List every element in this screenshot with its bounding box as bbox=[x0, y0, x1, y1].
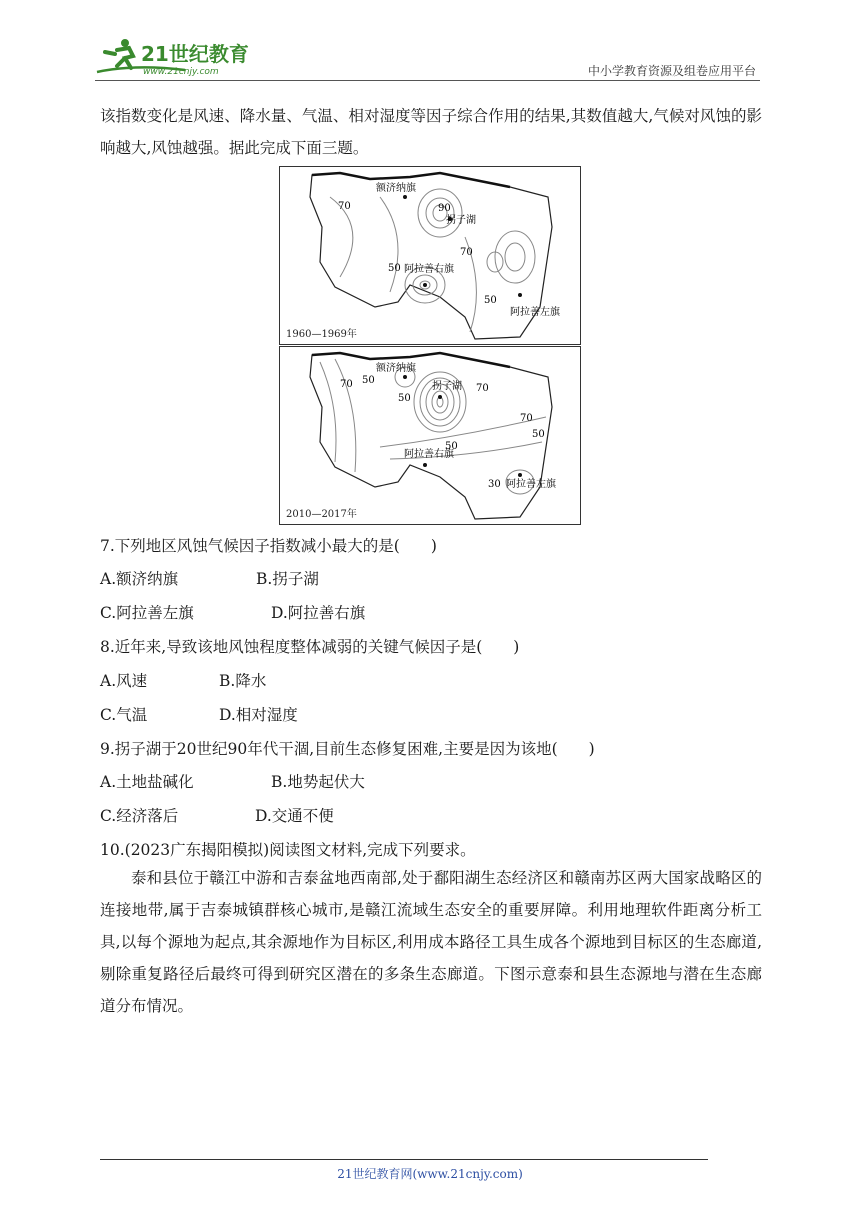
header-divider bbox=[95, 80, 760, 81]
contour-map-1 bbox=[280, 167, 580, 344]
question-10-material: 泰和县位于赣江中游和吉泰盆地西南部,处于鄱阳湖生态经济区和赣南苏区两大国家战略区的连接地带,属于吉泰城镇群核心城市,是赣江流域生态安全的重要屏障。利用地理软件距离分析工具,以每个源地为起点,其余源地作为目标区,利用成本路径工具生成各个源地到目标区的生态廊道,剔除重复路径后最终可得到研究区潜在的多条生态廊道。下图示意泰和县生态源地与潜在生态廊道分布情况。 bbox=[100, 869, 762, 1015]
contour-label: 70 bbox=[338, 201, 351, 212]
q7-option-d[interactable]: D.阿拉善右旗 bbox=[271, 604, 366, 622]
q8-option-d[interactable]: D.相对湿度 bbox=[219, 706, 298, 724]
q9-option-c[interactable]: C.经济落后 bbox=[100, 807, 179, 825]
map-caption: 2010—2017年 bbox=[286, 509, 357, 520]
contour-label: 50 bbox=[362, 375, 375, 386]
q8-option-a[interactable]: A.风速 bbox=[100, 672, 148, 690]
q7-option-c[interactable]: C.阿拉善左旗 bbox=[100, 604, 194, 622]
place-label-alxa-right: 阿拉善右旗 bbox=[404, 449, 454, 460]
page-header bbox=[95, 34, 760, 82]
contour-label: 50 bbox=[388, 263, 401, 274]
footer-link[interactable]: 21世纪教育网(www.21cnjy.com) bbox=[337, 1167, 523, 1181]
intro-paragraph: 该指数变化是风速、降水量、气温、相对湿度等因子综合作用的结果,其数值越大,气候对风蚀的影响越大,风蚀越强。据此完成下面三题。 bbox=[100, 107, 762, 157]
question-8-stem: 8.近年来,导致该地风蚀程度整体减弱的关键气候因子是( ) bbox=[100, 638, 520, 656]
place-label-guaizi-lake: 拐子湖 bbox=[432, 381, 462, 392]
q7-option-a[interactable]: A.额济纳旗 bbox=[100, 570, 179, 588]
footer-divider bbox=[100, 1159, 708, 1160]
contour-label: 50 bbox=[532, 429, 545, 440]
map-caption: 1960—1969年 bbox=[286, 329, 357, 340]
place-label-alxa-right: 阿拉善右旗 bbox=[404, 264, 454, 275]
header-platform-text: 中小学教育资源及组卷应用平台 bbox=[587, 64, 756, 78]
site-logo bbox=[95, 34, 265, 78]
q7-option-b[interactable]: B.拐子湖 bbox=[256, 570, 319, 588]
contour-label: 50 bbox=[484, 295, 497, 306]
logo-text: 21世纪教育 bbox=[141, 42, 249, 66]
place-label-alxa-left: 阿拉善左旗 bbox=[506, 479, 556, 490]
contour-label: 50 bbox=[398, 393, 411, 404]
question-7-stem: 7.下列地区风蚀气候因子指数减小最大的是( ) bbox=[100, 537, 437, 555]
contour-label: 30 bbox=[488, 479, 501, 490]
contour-label: 50 bbox=[445, 441, 458, 452]
contour-label: 70 bbox=[460, 247, 473, 258]
contour-label: 90 bbox=[438, 203, 451, 214]
contour-label: 70 bbox=[476, 383, 489, 394]
question-10-stem: 10.(2023广东揭阳模拟)阅读图文材料,完成下列要求。 bbox=[100, 841, 476, 859]
q8-option-b[interactable]: B.降水 bbox=[219, 672, 267, 690]
contour-label: 70 bbox=[340, 379, 353, 390]
q8-option-c[interactable]: C.气温 bbox=[100, 706, 148, 724]
contour-label: 70 bbox=[520, 413, 533, 424]
map-2010-2017 bbox=[279, 346, 581, 525]
place-label-ejina: 额济纳旗 bbox=[376, 363, 416, 374]
place-label-guaizi-lake: 拐子湖 bbox=[446, 215, 476, 226]
q9-option-a[interactable]: A.土地盐碱化 bbox=[100, 773, 194, 791]
contour-map-2 bbox=[280, 347, 580, 524]
logo-url-text: www.21cnjy.com bbox=[143, 67, 219, 77]
question-9-stem: 9.拐子湖于20世纪90年代干涸,目前生态修复困难,主要是因为该地( ) bbox=[100, 740, 595, 758]
q9-option-b[interactable]: B.地势起伏大 bbox=[271, 773, 365, 791]
map-1960-1969 bbox=[279, 166, 581, 345]
q9-option-d[interactable]: D.交通不便 bbox=[255, 807, 334, 825]
place-label-alxa-left: 阿拉善左旗 bbox=[510, 307, 560, 318]
place-label-ejina: 额济纳旗 bbox=[376, 183, 416, 194]
